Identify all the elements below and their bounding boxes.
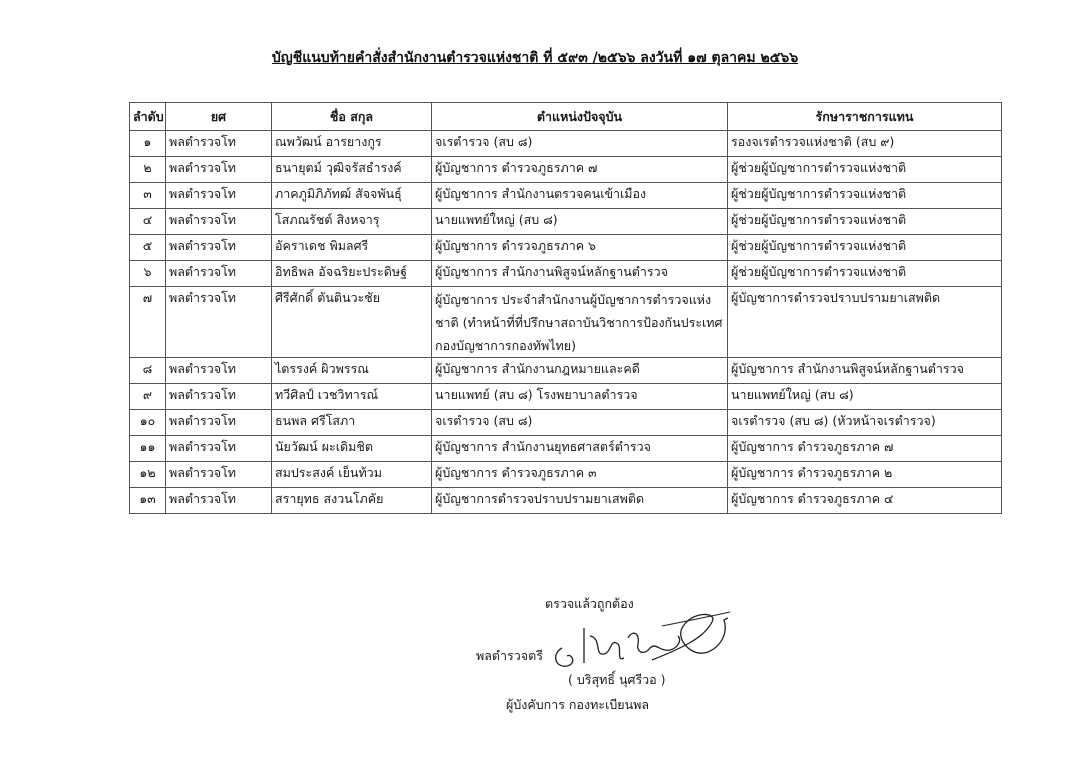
table-row <box>130 157 1002 183</box>
table-row <box>130 436 1002 462</box>
row-number: ๔ <box>130 209 166 235</box>
row-rank: พลตำรวจโท <box>166 488 272 514</box>
row-current-position: จเรตำรวจ (สบ ๘) <box>432 131 728 157</box>
row-number: ๙ <box>130 384 166 410</box>
table-row <box>130 488 1002 514</box>
signature-icon <box>532 608 732 670</box>
row-name: โสภณรัชต์ สิงหจารุ <box>272 209 432 235</box>
appointment-table <box>129 102 1002 514</box>
row-name: อิทธิพล อัจฉริยะประดิษฐ์ <box>272 261 432 287</box>
row-current-position: ผู้บัญชาการ สำนักงานยุทธศาสตร์ตำรวจ <box>432 436 728 462</box>
row-name: ณพวัฒน์ อารยางกูร <box>272 131 432 157</box>
row-rank: พลตำรวจโท <box>166 261 272 287</box>
row-rank: พลตำรวจโท <box>166 358 272 384</box>
table-row <box>130 384 1002 410</box>
table-row <box>130 287 1002 358</box>
signer-title: ผู้บังคับการ กองทะเบียนพล <box>506 697 650 712</box>
row-name: ธนพล ศรีโสภา <box>272 410 432 436</box>
row-current-position: ผู้บัญชาการ ตำรวจภูธรภาค ๖ <box>432 235 728 261</box>
row-number: ๑๓ <box>130 488 166 514</box>
row-current-position: ผู้บัญชาการ ประจำสำนักงานผู้บัญชาการตำรวจแห่งชาติ (ทำหน้าที่ที่ปรึกษาสถาบันวิชาการป้องกันประเทศ กองบัญชาการกองทัพไทย) <box>432 287 728 358</box>
row-acting-position: ผู้บัญชาการ สำนักงานพิสูจน์หลักฐานตำรวจ <box>728 358 1002 384</box>
row-acting-position: รองจเรตำรวจแห่งชาติ (สบ ๙) <box>728 131 1002 157</box>
row-current-position: จเรตำรวจ (สบ ๘) <box>432 410 728 436</box>
row-rank: พลตำรวจโท <box>166 384 272 410</box>
row-current-position: ผู้บัญชาการ ตำรวจภูธรภาค ๓ <box>432 462 728 488</box>
row-number: ๘ <box>130 358 166 384</box>
row-rank: พลตำรวจโท <box>166 131 272 157</box>
row-rank: พลตำรวจโท <box>166 436 272 462</box>
row-acting-position: ผู้บัญชาการ ตำรวจภูธรภาค ๗ <box>728 436 1002 462</box>
row-number: ๑ <box>130 131 166 157</box>
row-current-position: ผู้บัญชาการ ตำรวจภูธรภาค ๗ <box>432 157 728 183</box>
row-rank: พลตำรวจโท <box>166 235 272 261</box>
header-name: ชื่อ สกุล <box>272 103 432 131</box>
row-number: ๕ <box>130 235 166 261</box>
row-number: ๑๑ <box>130 436 166 462</box>
document-title: บัญชีแนบท้ายคำสั่งสำนักงานตำรวจแห่งชาติ ที่ ๕๙๓ /๒๕๖๖ ลงวันที่ ๑๗ ตุลาคม ๒๕๖๖ <box>271 50 799 66</box>
row-rank: พลตำรวจโท <box>166 410 272 436</box>
table-row <box>130 261 1002 287</box>
row-acting-position: ผู้บัญชาการตำรวจปราบปรามยาเสพติด <box>728 287 1002 358</box>
row-rank: พลตำรวจโท <box>166 209 272 235</box>
signer-name: ( บริสุทธิ์ นุศรีวอ ) <box>568 672 666 687</box>
row-current-position: ผู้บัญชาการ สำนักงานตรวจคนเข้าเมือง <box>432 183 728 209</box>
row-name: ทวีศิลป์ เวชวิทารณ์ <box>272 384 432 410</box>
table-row <box>130 209 1002 235</box>
row-current-position: นายแพทย์ (สบ ๘) โรงพยาบาลตำรวจ <box>432 384 728 410</box>
row-current-position: ผู้บัญชาการ สำนักงานกฎหมายและคดี <box>432 358 728 384</box>
row-name: ไตรรงค์ ผิวพรรณ <box>272 358 432 384</box>
row-name: ภาคภูมิภิภัทฒ์ สัจจพันธุ์ <box>272 183 432 209</box>
row-name: ธนายุตม์ วุฒิจรัสธำรงค์ <box>272 157 432 183</box>
row-acting-position: ผู้ช่วยผู้บัญชาการตำรวจแห่งชาติ <box>728 183 1002 209</box>
verified-label: ตรวจแล้วถูกต้อง <box>545 596 634 611</box>
row-name: สมประสงค์ เย็นท้วม <box>272 462 432 488</box>
row-current-position: นายแพทย์ใหญ่ (สบ ๘) <box>432 209 728 235</box>
row-acting-position: ผู้บัญชาการ ตำรวจภูธรภาค ๒ <box>728 462 1002 488</box>
table-row <box>130 235 1002 261</box>
table-row <box>130 462 1002 488</box>
row-rank: พลตำรวจโท <box>166 287 272 358</box>
table-row <box>130 410 1002 436</box>
header-acting-position: รักษาราชการแทน <box>728 103 1002 131</box>
row-rank: พลตำรวจโท <box>166 183 272 209</box>
row-number: ๓ <box>130 183 166 209</box>
row-rank: พลตำรวจโท <box>166 157 272 183</box>
row-current-position: ผู้บัญชาการ สำนักงานพิสูจน์หลักฐานตำรวจ <box>432 261 728 287</box>
row-name: สรายุทธ สงวนโภคัย <box>272 488 432 514</box>
row-acting-position: ผู้ช่วยผู้บัญชาการตำรวจแห่งชาติ <box>728 157 1002 183</box>
header-rank: ยศ <box>166 103 272 131</box>
table-row <box>130 183 1002 209</box>
row-acting-position: ผู้ช่วยผู้บัญชาการตำรวจแห่งชาติ <box>728 235 1002 261</box>
row-acting-position: ผู้บัญชาการ ตำรวจภูธรภาค ๔ <box>728 488 1002 514</box>
row-name: นัยวัฒน์ ผะเดิมชิต <box>272 436 432 462</box>
table-header-row <box>130 103 1002 131</box>
row-acting-position: นายแพทย์ใหญ่ (สบ ๘) <box>728 384 1002 410</box>
row-number: ๑๒ <box>130 462 166 488</box>
signer-rank: พลตำรวจตรี <box>476 648 543 663</box>
row-current-position: ผู้บัญชาการตำรวจปราบปรามยาเสพติด <box>432 488 728 514</box>
table-row <box>130 358 1002 384</box>
row-acting-position: ผู้ช่วยผู้บัญชาการตำรวจแห่งชาติ <box>728 209 1002 235</box>
row-name: อัคราเดช พิมลศรี <box>272 235 432 261</box>
row-acting-position: จเรตำรวจ (สบ ๘) (หัวหน้าจเรตำรวจ) <box>728 410 1002 436</box>
header-number: ลำดับ <box>130 103 166 131</box>
header-current-position: ตำแหน่งปัจจุบัน <box>432 103 728 131</box>
table-row <box>130 131 1002 157</box>
row-number: ๑๐ <box>130 410 166 436</box>
row-number: ๒ <box>130 157 166 183</box>
row-number: ๖ <box>130 261 166 287</box>
row-number: ๗ <box>130 287 166 358</box>
row-name: ศีรีศักดิ์ ตันตินวะชัย <box>272 287 432 358</box>
row-rank: พลตำรวจโท <box>166 462 272 488</box>
row-acting-position: ผู้ช่วยผู้บัญชาการตำรวจแห่งชาติ <box>728 261 1002 287</box>
